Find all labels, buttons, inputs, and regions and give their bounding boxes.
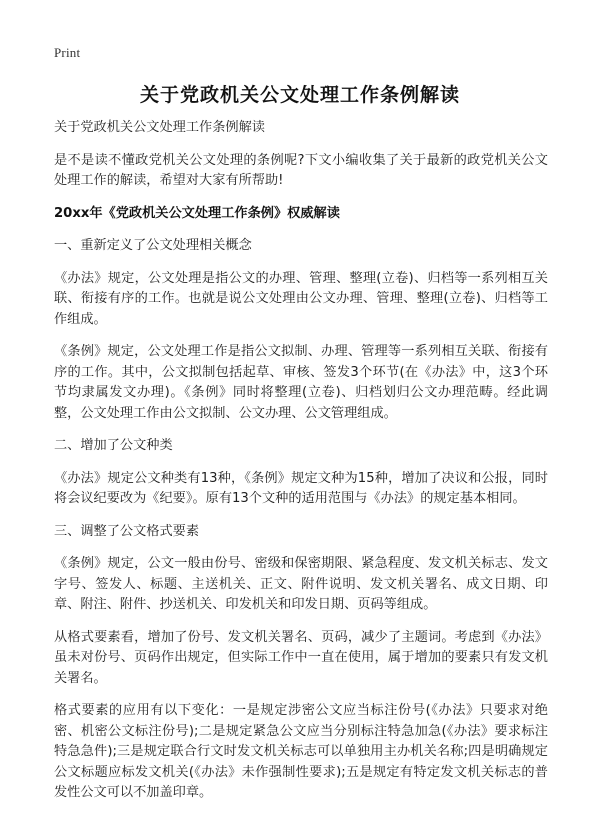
paragraph-format-changes: 从格式要素看，增加了份号、发文机关署名、页码，减少了主题词。考虑到《办法》虽未对份号、页码作出规定，但实际工作中一直在使用，属于增加的要素只有发文机关署名。 [54, 629, 548, 686]
paragraph-document-types: 《办法》规定公文种类有13种，《条例》规定文种为15种，增加了决议和公报，同时将会议纪要改为《纪要》。原有13个文种的适用范围与《办法》的规定基本相同。 [54, 470, 548, 506]
print-link[interactable]: Print [54, 45, 81, 60]
page-title: 关于党政机关公文处理工作条例解读 [139, 84, 460, 106]
paragraph-format-application: 格式要素的应用有以下变化：一是规定涉密公文应当标注份号(《办法》只要求对绝密、机密公文标注份号);二是规定紧急公文应当分别标注特急加急(《办法》要求标注特急急件);三是规定联合行文时发文机关标志可以单独用主办机关名称;四是明确规定公文标题应标发文机关(《办法》未作强制性要求);五是规定有特定发文机关标志的普发性公文可以不加盖印章。 [54, 703, 548, 800]
intro-subtitle: 关于党政机关公文处理工作条例解读 [54, 120, 265, 135]
section-heading-1: 一、重新定义了公文处理相关概念 [54, 238, 252, 253]
section-heading-main: 20xx年《党政机关公文处理工作条例》权威解读 [54, 205, 340, 221]
intro-paragraph: 是不是读不懂政党机关公文处理的条例呢?下文小编收集了关于最新的政党机关公文处理工作的解读，希望对大家有所帮助! [54, 152, 548, 188]
section-heading-2: 二、增加了公文种类 [54, 438, 173, 453]
paragraph-banfa-definition: 《办法》规定，公文处理是指公文的办理、管理、整理(立卷)、归档等一系列相互关联、衔接有序的工作。也就是说公文处理由公文办理、管理、整理(立卷)、归档等工作组成。 [54, 270, 548, 327]
paragraph-format-elements: 《条例》规定，公文一般由份号、密级和保密期限、紧急程度、发文机关标志、发文字号、签发人、标题、主送机关、正文、附件说明、发文机关署名、成文日期、印章、附注、附件、抄送机关、印发机关和印发日期、页码等组成。 [54, 556, 548, 612]
section-heading-3: 三、调整了公文格式要素 [54, 523, 200, 539]
document-body [54, 118, 548, 815]
paragraph-tiaoli-definition: 《条例》规定，公文处理工作是指公文拟制、办理、管理等一系列相互关联、衔接有序的工作。其中，公文拟制包括起草、审核、签发3个环节(在《办法》中，这3个环节均隶属发文办理)。《条例》同时将整理(立卷)、归档划归公文办理范畴。经此调整，公文处理工作由公文拟制、公文办理、公文管理组成。 [54, 344, 548, 421]
